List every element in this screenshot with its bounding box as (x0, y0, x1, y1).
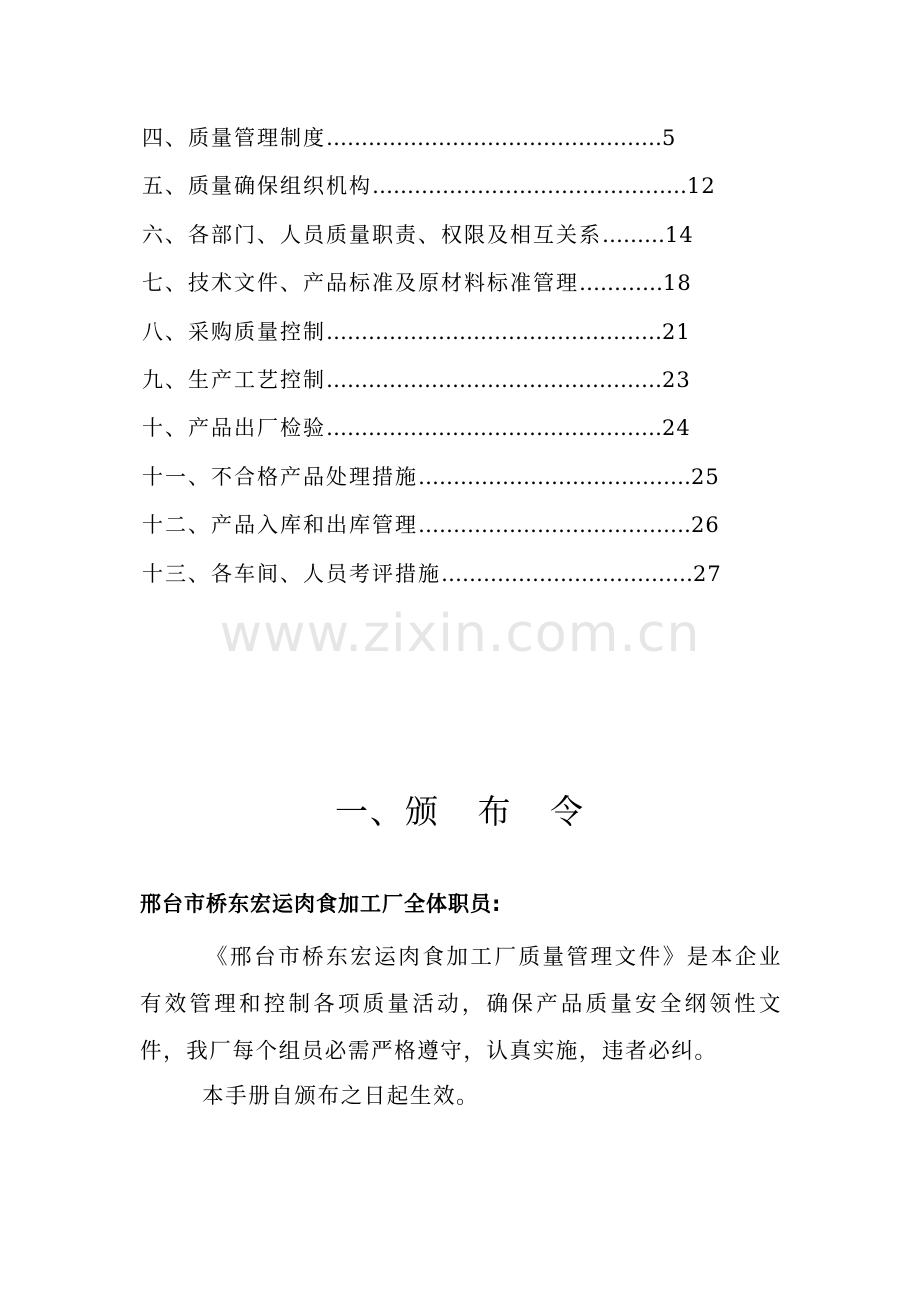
salutation: 邢台市桥东宏运肉食加工厂全体职员: (140, 892, 502, 916)
toc-entry[interactable] (142, 501, 762, 549)
toc-page-number: 5 (662, 126, 677, 150)
toc-page-number: 21 (662, 319, 691, 344)
body-paragraph: 《邢台市桥东宏运肉食加工厂质量管理文件》是本企业有效管理和控制各项质量活动，确保产品质量安全纲领性文件，我厂每个组员必需严格遵守，认真实施，违者必纠。 (140, 945, 782, 1064)
toc-entry[interactable] (142, 114, 762, 162)
toc-entry-title: 九、生产工艺控制 (142, 367, 326, 392)
toc-entry[interactable] (142, 308, 762, 356)
toc-entry[interactable] (142, 550, 762, 598)
toc-page-number: 25 (691, 464, 720, 489)
toc-entry-title: 七、技术文件、产品标准及原材料标准管理 (142, 271, 579, 296)
toc-entry-title: 十二、产品入库和出库管理 (142, 513, 418, 538)
toc-entry[interactable] (142, 162, 762, 210)
toc-leader: ……………………………… (441, 561, 693, 586)
toc-entry[interactable] (142, 404, 762, 452)
toc-entry-title: 八、采购质量控制 (142, 319, 326, 344)
toc-leader: ………………………………………… (326, 319, 662, 344)
toc-leader: ………… (579, 271, 663, 296)
toc-leader: ………………………………………… (326, 367, 662, 392)
toc-leader: ……… (602, 222, 665, 247)
toc-entry-title: 十、产品出厂检验 (142, 416, 326, 441)
toc-entry-title: 十三、各车间、人员考评措施 (142, 561, 441, 586)
toc-entry-title: 十一、不合格产品处理措施 (142, 464, 418, 489)
toc-entry[interactable] (142, 259, 762, 307)
toc-leader: ………………………………………… (326, 126, 662, 150)
toc-page-number: 26 (691, 513, 720, 538)
section-heading: 一、颁 布 令 (335, 792, 585, 831)
toc-leader: ………………………………………… (326, 416, 662, 441)
toc-entry-title: 六、各部门、人员质量职责、权限及相互关系 (142, 222, 602, 247)
toc-entry[interactable] (142, 453, 762, 501)
effective-date-paragraph: 本手册自颁布之日起生效。 (202, 1084, 480, 1109)
toc-page-number: 14 (665, 222, 694, 247)
toc-page-number: 24 (662, 416, 691, 441)
toc-leader: ………………………………… (418, 513, 691, 538)
watermark: www.zixin.com.cn (219, 604, 701, 664)
toc-page-number: 23 (662, 367, 691, 392)
toc-page-number: 27 (693, 561, 722, 586)
table-of-contents (142, 114, 762, 598)
toc-page-number: 12 (687, 174, 716, 199)
toc-page-number: 18 (663, 271, 692, 296)
toc-entry[interactable] (142, 211, 762, 259)
toc-leader: ………………………………… (418, 464, 691, 489)
toc-leader: ……………………………………… (372, 174, 687, 199)
toc-entry-title: 四、质量管理制度 (142, 126, 326, 150)
toc-entry[interactable] (142, 356, 762, 404)
toc-entry-title: 五、质量确保组织机构 (142, 174, 372, 199)
